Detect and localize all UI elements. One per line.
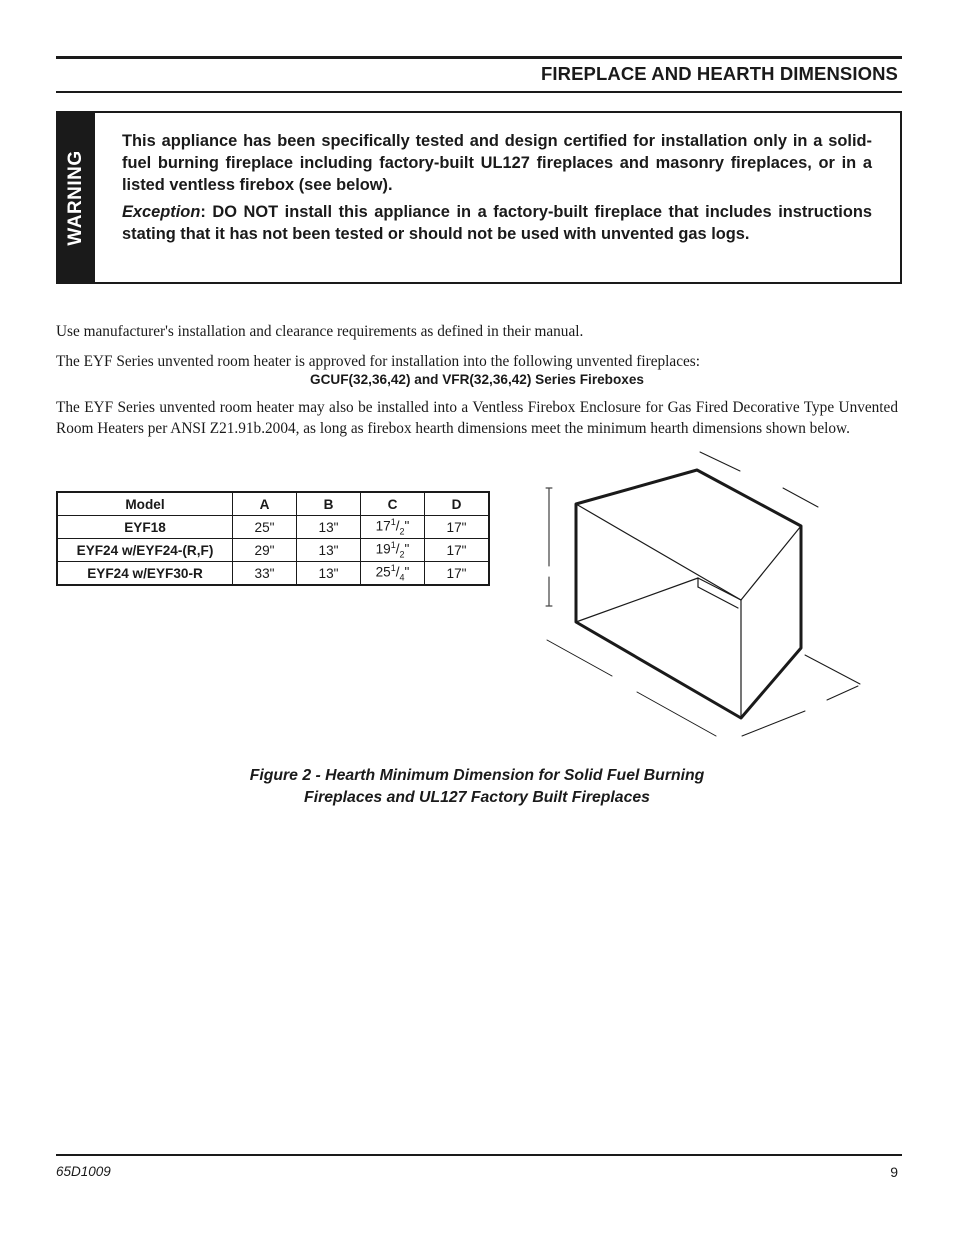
hearth-dimension-diagram [540,446,870,746]
firebox-floor-back [576,578,698,622]
section-title: FIREPLACE AND HEARTH DIMENSIONS [540,63,898,84]
dim-line-side-c [827,686,858,700]
table-row [57,516,489,539]
page-number: 9 [890,1164,898,1180]
header-a: A [233,492,297,516]
table-header-row [57,492,489,516]
exception-text: DO NOT install this appliance in a factory-built fireplace that includes instructions stating that it has not been tested or should not be used with unvented gas logs. [122,203,872,243]
firebox-front-edge [576,504,741,600]
cell-c: $25^1/_4$" [361,562,425,586]
body-paragraph-3: The EYF Series unvented room heater may also be installed into a Ventless Firebox Enclosure for Gas Fired Decorative Type Unvented Room Heaters per ANSI Z21.91b.2004, as long as firebox hearth dimensions meet the minimum hearth dimensions shown below. [56,399,898,437]
warning-paragraph: This appliance has been specifically tested and design certified for installation only in a solid-fuel burning fireplace including factory-built UL127 fireplaces and masonry fireplaces, or in a listed ventless firebox (see below). [122,132,872,194]
warning-exception [122,201,872,245]
cell-d: 17" [425,562,490,586]
warning-label: WARNING [65,150,86,246]
dim-line-width-a [547,640,612,676]
exception-colon: : [200,203,206,221]
body-paragraph-1: Use manufacturer's installation and clearance requirements as defined in their manual. [56,323,584,340]
cell-a: 25" [233,516,297,539]
cell-c: $17^1/_2$" [361,516,425,539]
header-c: C [361,492,425,516]
warning-box [56,111,902,284]
exception-label: Exception [122,203,201,221]
dim-line-depth-a [700,452,740,471]
cell-b: 13" [297,539,361,562]
cell-c: $19^1/_2$" [361,539,425,562]
firebox-inner-bottom [698,587,738,608]
cell-b: 13" [297,516,361,539]
dim-line-width-b [637,692,716,736]
header-b: B [297,492,361,516]
warning-sidebar [58,113,95,282]
figure-caption [56,765,898,809]
cell-a: 33" [233,562,297,586]
firebox-list: GCUF(32,36,42) and VFR(32,36,42) Series Fireboxes [310,372,644,387]
cell-model: EYF24 w/EYF24-(R,F) [57,539,233,562]
firebox-outer [576,470,801,718]
title-rule [56,91,902,93]
hearth-dimensions-table [56,491,490,586]
dim-line-side-a [805,655,860,684]
caption-line-2: Fireplaces and UL127 Factory Built Fireplaces [304,789,650,806]
header-model: Model [57,492,233,516]
table-row [57,562,489,586]
cell-model: EYF18 [57,516,233,539]
cell-a: 29" [233,539,297,562]
dim-line-side-b [742,711,805,736]
header-d: D [425,492,490,516]
firebox-inner-top [698,578,741,600]
dim-line-depth-b [783,488,818,507]
cell-d: 17" [425,516,490,539]
caption-line-1: Figure 2 - Hearth Minimum Dimension for Solid Fuel Burning [249,767,705,784]
bottom-rule [56,1154,902,1156]
body-paragraph-2: The EYF Series unvented room heater is approved for installation into the following unvented fireplaces: [56,353,700,370]
cell-b: 13" [297,562,361,586]
warning-text [122,130,872,245]
table-row [57,539,489,562]
firebox-side-edge [741,526,801,600]
cell-model: EYF24 w/EYF30-R [57,562,233,586]
cell-d: 17" [425,539,490,562]
document-id: 65D1009 [56,1164,111,1179]
top-rule [56,56,902,59]
